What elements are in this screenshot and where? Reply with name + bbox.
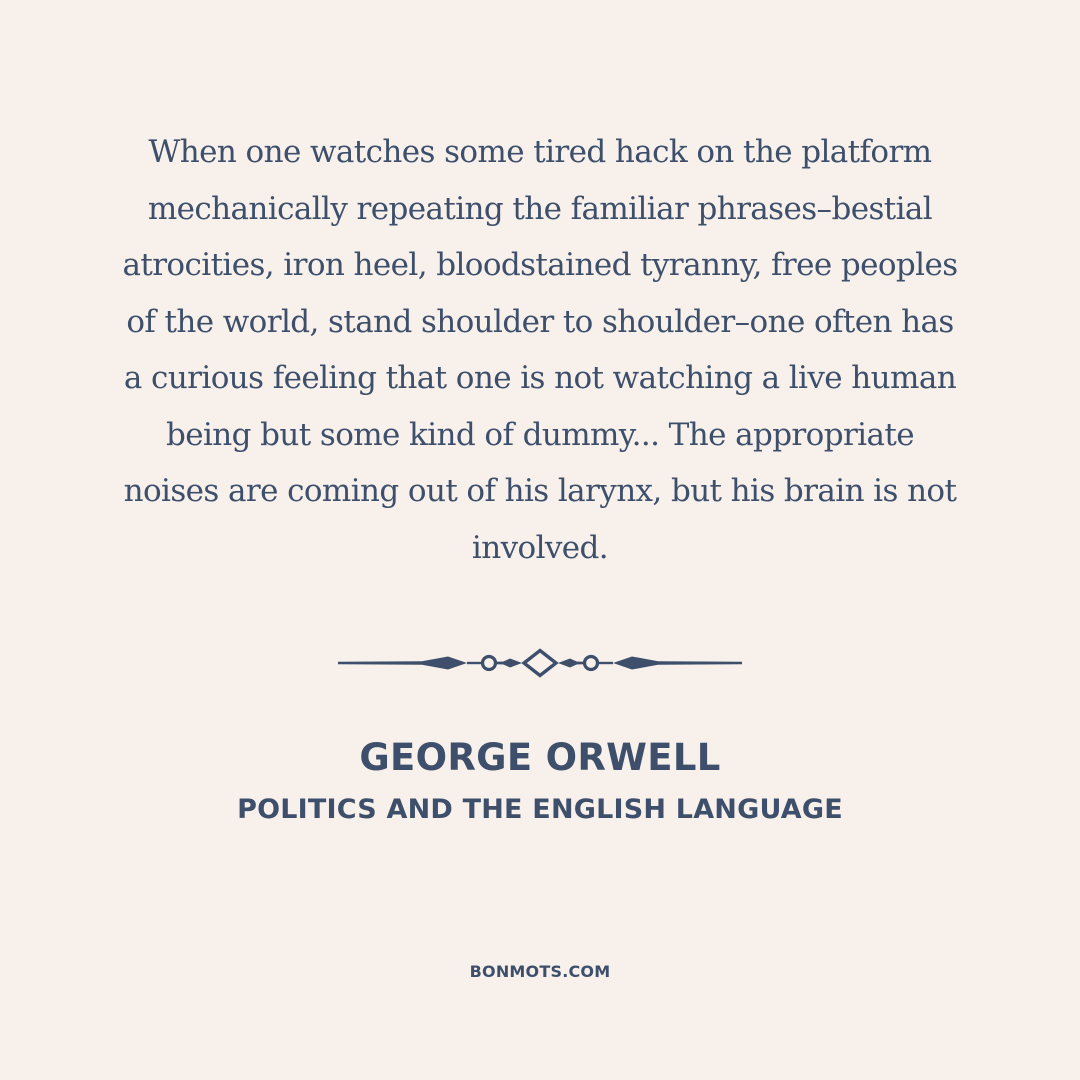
quote-line: mechanically repeating the familiar phrases–bestial <box>147 190 933 227</box>
quote-text <box>90 124 990 576</box>
ornamental-flourish-icon <box>336 646 744 680</box>
quote-line: noises are coming out of his larynx, but his brain is not <box>123 473 957 509</box>
quote-line: of the world, stand shoulder to shoulder–one often has <box>126 303 954 340</box>
source-title: POLITICS AND THE ENGLISH LANGUAGE <box>237 794 843 825</box>
quote-line: being but some kind of dummy... The appropriate <box>166 416 914 453</box>
author-name: GEORGE ORWELL <box>359 736 721 779</box>
quote-line: When one watches some tired hack on the platform <box>148 134 932 170</box>
quote-line: involved. <box>471 529 609 566</box>
quote-line: a curious feeling that one is not watching a live human <box>123 360 957 396</box>
site-link[interactable]: BONMOTS.COM <box>469 962 611 981</box>
quote-line: atrocities, iron heel, bloodstained tyranny, free peoples <box>122 247 958 283</box>
